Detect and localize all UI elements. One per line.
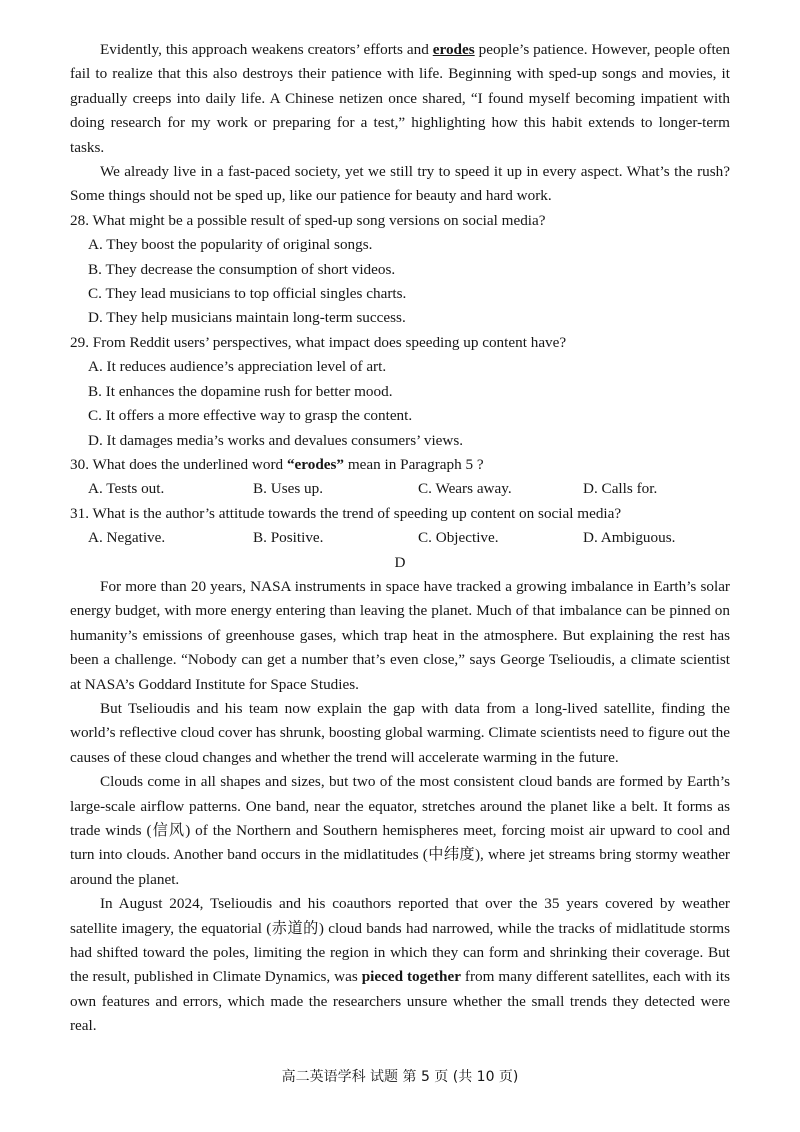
question-keyword: “erodes” <box>286 455 345 473</box>
question-31-option-c[interactable]: C. Objective. <box>418 529 499 547</box>
question-29-option-d[interactable]: D. It damages media’s works and devalues consumers’ views. <box>88 431 464 449</box>
underlined-word-erodes: erodes <box>432 41 475 58</box>
paragraph-text: from many different satellites, each with its own features and errors, which made the researchers unsure whether the small trends they detected were real. <box>70 968 730 1035</box>
question-28-option-b[interactable]: B. They decrease the consumption of short videos. <box>88 260 396 278</box>
page-footer: 高二英语学科 试题 第 5 页 (共 10 页) <box>281 1069 519 1085</box>
question-30-options <box>70 477 730 501</box>
question-30-option-d[interactable]: D. Calls for. <box>583 480 658 498</box>
section-d-paragraph-4 <box>70 892 730 1038</box>
question-text: 30. What does the underlined word <box>70 455 287 473</box>
question-31-option-b[interactable]: B. Positive. <box>253 529 324 547</box>
question-text: mean in Paragraph 5 ? <box>344 455 484 473</box>
question-31-option-a[interactable]: A. Negative. <box>88 529 166 547</box>
question-29-option-b[interactable]: B. It enhances the dopamine rush for better mood. <box>88 382 393 400</box>
question-29-option-c[interactable]: C. It offers a more effective way to grasp the content. <box>88 407 413 425</box>
section-d-paragraph-2: But Tselioudis and his team now explain the gap with data from a long-lived satellite, finding the world’s reflective cloud cover has shrunk, boosting global warming. Climate scientists need to figure out the causes of these cloud changes and whether the trend will accelerate warming in the future. <box>70 699 730 766</box>
question-28-option-a[interactable]: A. They boost the popularity of original songs. <box>88 236 373 254</box>
question-31-options <box>70 526 730 550</box>
paragraph-text: Evidently, this approach weakens creators’ efforts and <box>100 41 433 58</box>
question-30-option-c[interactable]: C. Wears away. <box>418 480 512 498</box>
paragraph-text: In August 2024, Tselioudis and his coauthors reported that over the 35 years covered by weather satellite imagery, the equatorial (赤道的) cloud bands had narrowed, while the tracks of midlatitude storms had shifted toward the poles, limiting the region in which they can form and shrinking their coverage. But the result, published in Climate Dynamics, was <box>70 895 730 986</box>
question-28-option-c[interactable]: C. They lead musicians to top official singles charts. <box>88 285 407 303</box>
question-28-stem: 28. What might be a possible result of sped-up song versions on social media? <box>70 211 546 229</box>
paragraph-5 <box>70 38 730 160</box>
paragraph-6: We already live in a fast-paced society, yet we still try to speed it up in every aspect. What’s the rush? Some things should not be sped up, like our patience for beauty and hard work. <box>70 163 730 205</box>
question-30-option-a[interactable]: A. Tests out. <box>88 480 165 498</box>
paragraph-text: people’s patience. However, people often fail to realize that this also destroys their patience with life. Beginning with sped-up songs and movies, it gradually creeps into daily life. A Chinese netizen once shared, “I found myself becoming impatient with doing research for my work or preparing for a test,” highlighting how this habit extends to longer-term tasks. <box>70 41 730 156</box>
question-31-option-d[interactable]: D. Ambiguous. <box>583 529 676 547</box>
section-d-heading: D <box>394 553 406 571</box>
question-29-option-a[interactable]: A. It reduces audience’s appreciation level of art. <box>88 358 387 376</box>
question-28-option-d[interactable]: D. They help musicians maintain long-term success. <box>88 309 406 327</box>
section-d-paragraph-1: For more than 20 years, NASA instruments in space have tracked a growing imbalance in Earth’s solar energy budget, with more energy entering than leaving the planet. Much of that imbalance can be pinned on humanity’s emissions of greenhouse gases, which trap heat in the atmosphere. But explaining the rest has been a challenge. “Nobody can get a number that’s even close,” says George Tselioudis, a climate scientist at NASA’s Goddard Institute for Space Studies. <box>70 577 730 693</box>
question-29-stem: 29. From Reddit users’ perspectives, what impact does speeding up content have? <box>70 333 567 351</box>
bold-phrase-pieced-together: pieced together <box>361 968 461 986</box>
question-31-stem: 31. What is the author’s attitude towards the trend of speeding up content on social media? <box>70 504 622 522</box>
question-30-stem <box>70 453 730 477</box>
question-30-option-b[interactable]: B. Uses up. <box>253 480 324 498</box>
section-d-paragraph-3: Clouds come in all shapes and sizes, but two of the most consistent cloud bands are formed by Earth’s large-scale airflow patterns. One band, near the equator, stretches around the planet like a belt. It forms as trade winds (信风) of the Northern and Southern hemispheres meet, forcing moist air upward to cool and turn into clouds. Another band occurs in the midlatitudes (中纬度), where jet streams bring stormy weather around the planet. <box>70 773 730 888</box>
